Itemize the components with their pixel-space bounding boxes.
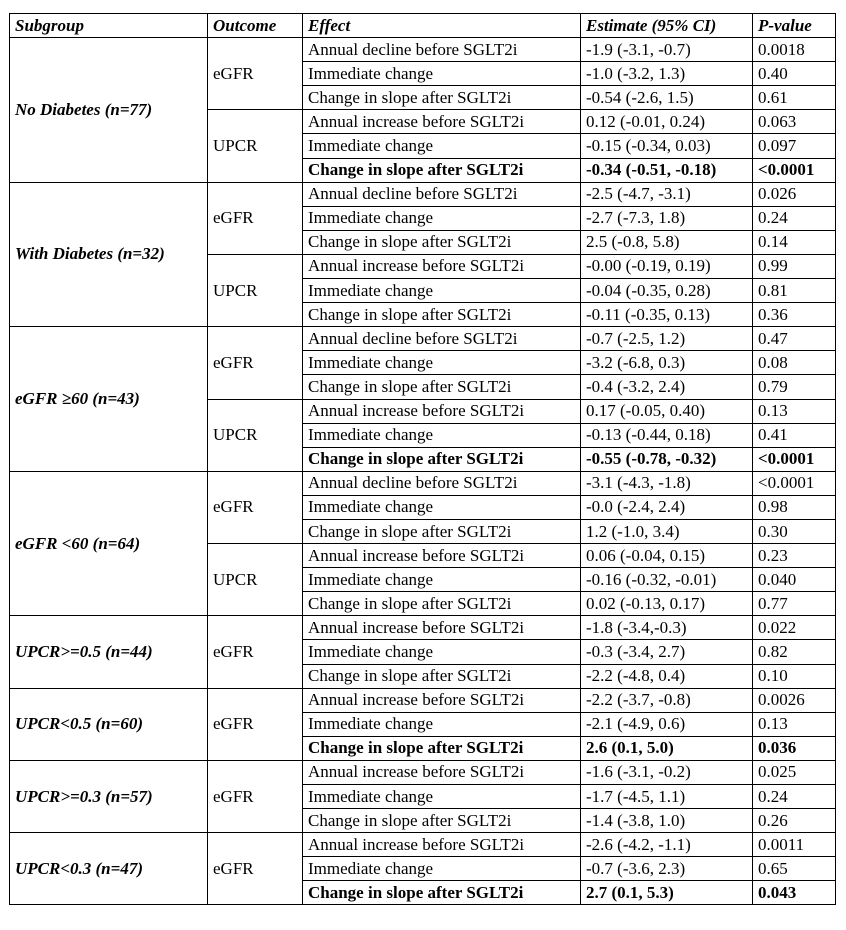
pvalue-cell: 0.10 bbox=[753, 664, 836, 688]
effect-cell: Change in slope after SGLT2i bbox=[303, 592, 581, 616]
pvalue-cell: 0.097 bbox=[753, 134, 836, 158]
table-header bbox=[10, 14, 836, 38]
effect-cell: Immediate change bbox=[303, 351, 581, 375]
estimate-cell: -1.9 (-3.1, -0.7) bbox=[581, 38, 753, 62]
effect-cell: Change in slope after SGLT2i bbox=[303, 158, 581, 182]
estimate-cell: -0.0 (-2.4, 2.4) bbox=[581, 495, 753, 519]
effect-cell: Annual decline before SGLT2i bbox=[303, 182, 581, 206]
pvalue-cell: 0.26 bbox=[753, 809, 836, 833]
subgroup-cell: UPCR>=0.5 (n=44) bbox=[10, 616, 208, 688]
effect-cell: Immediate change bbox=[303, 712, 581, 736]
outcome-cell: eGFR bbox=[208, 471, 303, 543]
effect-cell: Change in slope after SGLT2i bbox=[303, 664, 581, 688]
subgroup-cell: eGFR ≥60 (n=43) bbox=[10, 327, 208, 472]
header-subgroup: Subgroup bbox=[10, 14, 208, 38]
estimate-cell: -2.2 (-4.8, 0.4) bbox=[581, 664, 753, 688]
pvalue-cell: 0.23 bbox=[753, 544, 836, 568]
effect-cell: Change in slope after SGLT2i bbox=[303, 303, 581, 327]
estimate-cell: 0.06 (-0.04, 0.15) bbox=[581, 544, 753, 568]
effect-cell: Change in slope after SGLT2i bbox=[303, 736, 581, 760]
results-table bbox=[9, 13, 836, 905]
pvalue-cell: 0.24 bbox=[753, 785, 836, 809]
effect-cell: Immediate change bbox=[303, 857, 581, 881]
pvalue-cell: 0.99 bbox=[753, 254, 836, 278]
effect-cell: Annual increase before SGLT2i bbox=[303, 399, 581, 423]
pvalue-cell: 0.0026 bbox=[753, 688, 836, 712]
subgroup-cell: No Diabetes (n=77) bbox=[10, 38, 208, 183]
outcome-cell: eGFR bbox=[208, 833, 303, 905]
subgroup-cell: With Diabetes (n=32) bbox=[10, 182, 208, 327]
estimate-cell: -0.4 (-3.2, 2.4) bbox=[581, 375, 753, 399]
estimate-cell: -0.7 (-2.5, 1.2) bbox=[581, 327, 753, 351]
outcome-cell: UPCR bbox=[208, 110, 303, 182]
outcome-cell: eGFR bbox=[208, 327, 303, 399]
header-pvalue: P-value bbox=[753, 14, 836, 38]
pvalue-cell: 0.08 bbox=[753, 351, 836, 375]
effect-cell: Annual increase before SGLT2i bbox=[303, 688, 581, 712]
estimate-cell: -1.8 (-3.4,-0.3) bbox=[581, 616, 753, 640]
effect-cell: Annual increase before SGLT2i bbox=[303, 110, 581, 134]
effect-cell: Annual increase before SGLT2i bbox=[303, 254, 581, 278]
estimate-cell: -0.7 (-3.6, 2.3) bbox=[581, 857, 753, 881]
pvalue-cell: 0.98 bbox=[753, 495, 836, 519]
estimate-cell: -0.04 (-0.35, 0.28) bbox=[581, 279, 753, 303]
subgroup-cell: UPCR<0.3 (n=47) bbox=[10, 833, 208, 905]
header-estimate: Estimate (95% CI) bbox=[581, 14, 753, 38]
pvalue-cell: 0.30 bbox=[753, 519, 836, 543]
table-body bbox=[10, 38, 836, 905]
pvalue-cell: 0.40 bbox=[753, 62, 836, 86]
estimate-cell: -3.1 (-4.3, -1.8) bbox=[581, 471, 753, 495]
outcome-cell: UPCR bbox=[208, 399, 303, 471]
effect-cell: Immediate change bbox=[303, 495, 581, 519]
outcome-cell: UPCR bbox=[208, 254, 303, 326]
table-row bbox=[10, 833, 836, 857]
subgroup-cell: eGFR <60 (n=64) bbox=[10, 471, 208, 616]
estimate-cell: -3.2 (-6.8, 0.3) bbox=[581, 351, 753, 375]
estimate-cell: 0.02 (-0.13, 0.17) bbox=[581, 592, 753, 616]
pvalue-cell: 0.13 bbox=[753, 712, 836, 736]
table-row bbox=[10, 760, 836, 784]
effect-cell: Immediate change bbox=[303, 62, 581, 86]
pvalue-cell: 0.81 bbox=[753, 279, 836, 303]
estimate-cell: 1.2 (-1.0, 3.4) bbox=[581, 519, 753, 543]
table-row bbox=[10, 616, 836, 640]
pvalue-cell: <0.0001 bbox=[753, 471, 836, 495]
estimate-cell: -1.7 (-4.5, 1.1) bbox=[581, 785, 753, 809]
effect-cell: Change in slope after SGLT2i bbox=[303, 230, 581, 254]
outcome-cell: eGFR bbox=[208, 38, 303, 110]
outcome-cell: UPCR bbox=[208, 544, 303, 616]
effect-cell: Change in slope after SGLT2i bbox=[303, 447, 581, 471]
pvalue-cell: 0.025 bbox=[753, 760, 836, 784]
outcome-cell: eGFR bbox=[208, 760, 303, 832]
pvalue-cell: 0.026 bbox=[753, 182, 836, 206]
effect-cell: Annual increase before SGLT2i bbox=[303, 616, 581, 640]
estimate-cell: -2.1 (-4.9, 0.6) bbox=[581, 712, 753, 736]
header-outcome: Outcome bbox=[208, 14, 303, 38]
pvalue-cell: 0.036 bbox=[753, 736, 836, 760]
pvalue-cell: 0.41 bbox=[753, 423, 836, 447]
pvalue-cell: 0.82 bbox=[753, 640, 836, 664]
estimate-cell: -0.55 (-0.78, -0.32) bbox=[581, 447, 753, 471]
estimate-cell: 2.5 (-0.8, 5.8) bbox=[581, 230, 753, 254]
table-row bbox=[10, 471, 836, 495]
estimate-cell: -1.4 (-3.8, 1.0) bbox=[581, 809, 753, 833]
effect-cell: Immediate change bbox=[303, 640, 581, 664]
pvalue-cell: 0.61 bbox=[753, 86, 836, 110]
table-row bbox=[10, 688, 836, 712]
effect-cell: Immediate change bbox=[303, 785, 581, 809]
estimate-cell: -2.6 (-4.2, -1.1) bbox=[581, 833, 753, 857]
pvalue-cell: 0.47 bbox=[753, 327, 836, 351]
effect-cell: Annual increase before SGLT2i bbox=[303, 760, 581, 784]
table-row bbox=[10, 327, 836, 351]
pvalue-cell: 0.0011 bbox=[753, 833, 836, 857]
pvalue-cell: 0.65 bbox=[753, 857, 836, 881]
effect-cell: Change in slope after SGLT2i bbox=[303, 519, 581, 543]
effect-cell: Annual decline before SGLT2i bbox=[303, 471, 581, 495]
estimate-cell: -0.16 (-0.32, -0.01) bbox=[581, 568, 753, 592]
header-effect: Effect bbox=[303, 14, 581, 38]
effect-cell: Change in slope after SGLT2i bbox=[303, 375, 581, 399]
outcome-cell: eGFR bbox=[208, 182, 303, 254]
estimate-cell: -2.5 (-4.7, -3.1) bbox=[581, 182, 753, 206]
estimate-cell: -0.54 (-2.6, 1.5) bbox=[581, 86, 753, 110]
pvalue-cell: <0.0001 bbox=[753, 447, 836, 471]
pvalue-cell: 0.24 bbox=[753, 206, 836, 230]
pvalue-cell: 0.13 bbox=[753, 399, 836, 423]
pvalue-cell: 0.040 bbox=[753, 568, 836, 592]
estimate-cell: -0.3 (-3.4, 2.7) bbox=[581, 640, 753, 664]
subgroup-cell: UPCR>=0.3 (n=57) bbox=[10, 760, 208, 832]
estimate-cell: -0.00 (-0.19, 0.19) bbox=[581, 254, 753, 278]
pvalue-cell: 0.043 bbox=[753, 881, 836, 905]
table-row bbox=[10, 182, 836, 206]
effect-cell: Annual increase before SGLT2i bbox=[303, 544, 581, 568]
pvalue-cell: 0.77 bbox=[753, 592, 836, 616]
estimate-cell: 2.7 (0.1, 5.3) bbox=[581, 881, 753, 905]
estimate-cell: 2.6 (0.1, 5.0) bbox=[581, 736, 753, 760]
header-row bbox=[10, 14, 836, 38]
effect-cell: Immediate change bbox=[303, 206, 581, 230]
effect-cell: Change in slope after SGLT2i bbox=[303, 881, 581, 905]
estimate-cell: -0.34 (-0.51, -0.18) bbox=[581, 158, 753, 182]
estimate-cell: 0.12 (-0.01, 0.24) bbox=[581, 110, 753, 134]
pvalue-cell: 0.0018 bbox=[753, 38, 836, 62]
estimate-cell: -0.13 (-0.44, 0.18) bbox=[581, 423, 753, 447]
effect-cell: Annual increase before SGLT2i bbox=[303, 833, 581, 857]
estimate-cell: -2.7 (-7.3, 1.8) bbox=[581, 206, 753, 230]
estimate-cell: -1.0 (-3.2, 1.3) bbox=[581, 62, 753, 86]
estimate-cell: -1.6 (-3.1, -0.2) bbox=[581, 760, 753, 784]
pvalue-cell: <0.0001 bbox=[753, 158, 836, 182]
effect-cell: Immediate change bbox=[303, 279, 581, 303]
effect-cell: Annual decline before SGLT2i bbox=[303, 327, 581, 351]
effect-cell: Immediate change bbox=[303, 568, 581, 592]
pvalue-cell: 0.022 bbox=[753, 616, 836, 640]
effect-cell: Annual decline before SGLT2i bbox=[303, 38, 581, 62]
estimate-cell: -0.11 (-0.35, 0.13) bbox=[581, 303, 753, 327]
effect-cell: Change in slope after SGLT2i bbox=[303, 86, 581, 110]
effect-cell: Change in slope after SGLT2i bbox=[303, 809, 581, 833]
outcome-cell: eGFR bbox=[208, 688, 303, 760]
estimate-cell: -2.2 (-3.7, -0.8) bbox=[581, 688, 753, 712]
table-row bbox=[10, 38, 836, 62]
pvalue-cell: 0.063 bbox=[753, 110, 836, 134]
pvalue-cell: 0.36 bbox=[753, 303, 836, 327]
pvalue-cell: 0.14 bbox=[753, 230, 836, 254]
outcome-cell: eGFR bbox=[208, 616, 303, 688]
subgroup-cell: UPCR<0.5 (n=60) bbox=[10, 688, 208, 760]
effect-cell: Immediate change bbox=[303, 423, 581, 447]
pvalue-cell: 0.79 bbox=[753, 375, 836, 399]
estimate-cell: 0.17 (-0.05, 0.40) bbox=[581, 399, 753, 423]
estimate-cell: -0.15 (-0.34, 0.03) bbox=[581, 134, 753, 158]
effect-cell: Immediate change bbox=[303, 134, 581, 158]
